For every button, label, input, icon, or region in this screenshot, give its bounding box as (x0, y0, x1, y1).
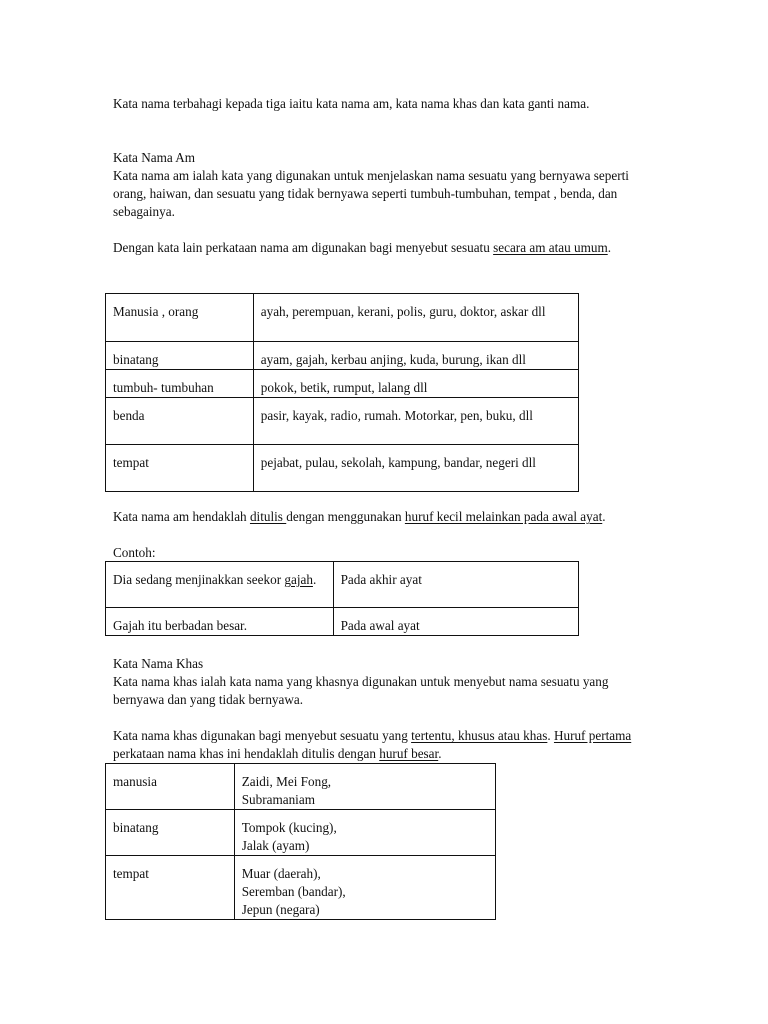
am-writing-rule (113, 508, 658, 526)
am-rule-text-1: Kata nama am hendaklah (113, 509, 250, 524)
khas-definition: Kata nama khas ialah kata nama yang khasnya digunakan untuk menyebut nama sesuatu yang bernyawa dan yang tidak bernyawa. (113, 674, 609, 707)
table-row (106, 856, 496, 920)
am-rule-text-2: dengan menggunakan (286, 509, 405, 524)
khas-examples-cell (234, 810, 495, 856)
am-definition: Kata nama am ialah kata yang digunakan untuk menjelaskan nama sesuatu yang bernyawa seperti orang, haiwan, dan sesuatu yang tidak bernyawa seperti tumbuh-tumbuhan, tempat , benda, dan sebagainya. (113, 168, 629, 219)
khas-usage-paragraph (113, 727, 658, 763)
am-usage-suffix: . (607, 240, 612, 255)
am-usage-paragraph (113, 239, 658, 257)
khas-example-line: Seremban (bandar), (241, 884, 346, 899)
example-sentence-cell (106, 608, 334, 636)
table-row (106, 608, 579, 636)
am-category-cell: binatang (106, 342, 254, 370)
khas-example-line: Jepun (negara) (241, 902, 320, 917)
example-label: Contoh: (113, 545, 156, 560)
table-row (106, 562, 579, 608)
khas-usage-emphasis-3: huruf besar (379, 746, 439, 761)
khas-examples-cell (234, 856, 495, 920)
table-row (106, 294, 579, 342)
example-sentence-prefix: Gajah itu berbadan besar. (113, 618, 248, 633)
intro-paragraph: Kata nama terbahagi kepada tiga iaitu kata nama am, kata nama khas dan kata ganti nama. (113, 96, 590, 111)
table-row (106, 398, 579, 445)
khas-category-cell: tempat (106, 856, 235, 920)
table-row (106, 342, 579, 370)
example-sentence-suffix: . (312, 572, 317, 587)
khas-example-line: Jalak (ayam) (241, 838, 310, 853)
example-sentence-prefix: Dia sedang menjinakkan seekor (113, 572, 285, 587)
khas-usage-emphasis-1: tertentu, khusus atau khas (411, 728, 548, 743)
khas-usage-emphasis-2: Huruf pertama (553, 728, 632, 743)
khas-examples-table (105, 763, 496, 920)
am-examples-cell: pasir, kayak, radio, rumah. Motorkar, pen, buku, dll (253, 398, 578, 445)
am-examples-cell: pokok, betik, rumput, lalang dll (253, 370, 578, 398)
table-row (106, 445, 579, 492)
khas-category-cell: manusia (106, 764, 235, 810)
table-row (106, 764, 496, 810)
table-row (106, 810, 496, 856)
khas-category-cell: binatang (106, 810, 235, 856)
am-category-cell: Manusia , orang (106, 294, 254, 342)
khas-example-line: Tompok (kucing), (241, 820, 337, 835)
khas-usage-text-1: Kata nama khas digunakan bagi menyebut sesuatu yang (113, 728, 412, 743)
am-category-cell: tempat (106, 445, 254, 492)
table-row (106, 370, 579, 398)
am-case-example-table (105, 561, 579, 636)
am-usage-emphasis: secara am atau umum (493, 240, 608, 255)
am-category-cell: benda (106, 398, 254, 445)
khas-example-line: Zaidi, Mei Fong, (241, 774, 332, 789)
khas-example-line: Subramaniam (241, 792, 315, 807)
khas-usage-text-2: . (547, 728, 554, 743)
khas-heading: Kata Nama Khas (113, 656, 204, 671)
example-position-cell: Pada awal ayat (333, 608, 578, 636)
khas-example-line: Muar (daerah), (241, 866, 321, 881)
am-rule-emphasis-2: huruf kecil melainkan pada awal ayat (404, 509, 603, 524)
am-category-cell: tumbuh- tumbuhan (106, 370, 254, 398)
am-examples-cell: ayam, gajah, kerbau anjing, kuda, burung, ikan dll (253, 342, 578, 370)
khas-usage-text-4: . (438, 746, 442, 761)
example-sentence-emphasis: gajah (284, 572, 313, 587)
am-examples-cell: pejabat, pulau, sekolah, kampung, bandar, negeri dll (253, 445, 578, 492)
khas-usage-text-3: perkataan nama khas ini hendaklah ditulis dengan (113, 746, 380, 761)
khas-examples-cell (234, 764, 495, 810)
am-rule-text-3: . (602, 509, 606, 524)
am-heading: Kata Nama Am (113, 150, 196, 165)
example-position-cell: Pada akhir ayat (333, 562, 578, 608)
am-examples-cell: ayah, perempuan, kerani, polis, guru, doktor, askar dll (253, 294, 578, 342)
am-examples-table (105, 293, 579, 492)
example-sentence-cell (106, 562, 334, 608)
am-usage-prefix: Dengan kata lain perkataan nama am digunakan bagi menyebut sesuatu (113, 240, 494, 255)
am-rule-emphasis-1: ditulis (249, 509, 287, 524)
